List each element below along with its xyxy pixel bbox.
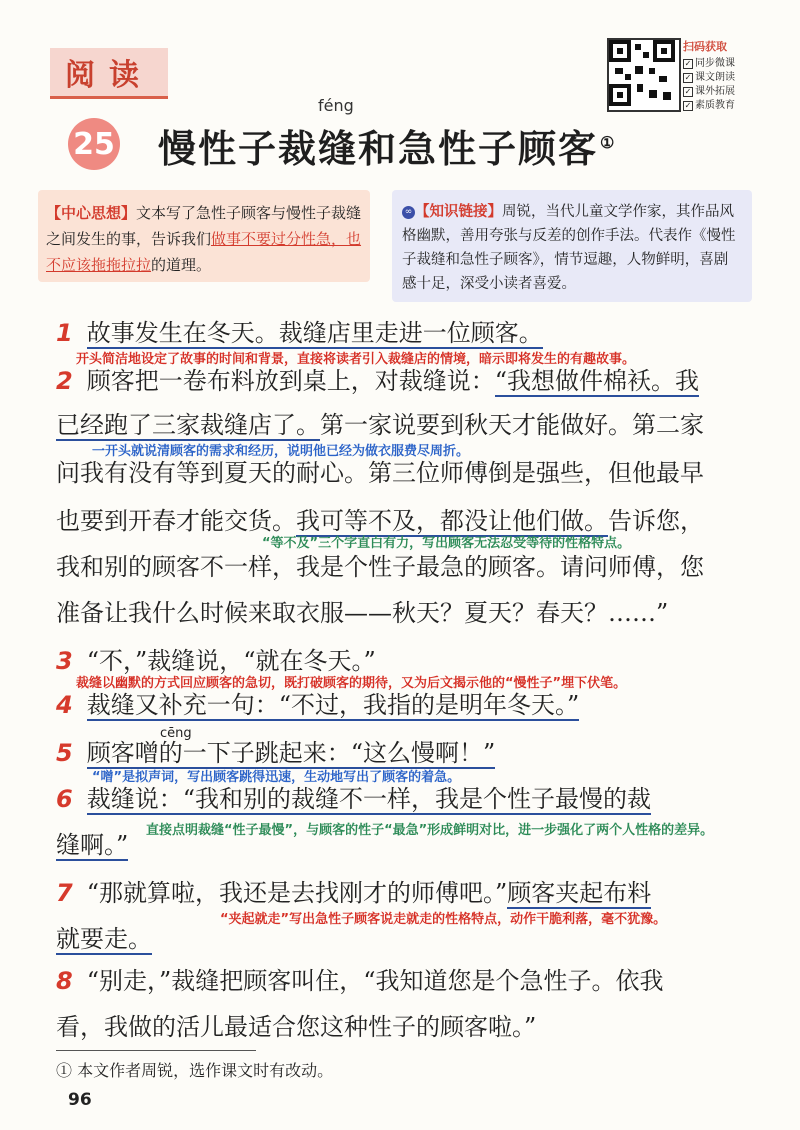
check-icon: ✓	[684, 101, 692, 110]
paragraph-text-underlined: 我可等不及，都没让他们做。	[296, 507, 608, 535]
qr-code-icon[interactable]	[607, 38, 681, 112]
paragraph-number: 3	[56, 647, 73, 675]
paragraph-text: 故事发生在冬天。裁缝店里走进一位顾客。	[86, 319, 543, 347]
paragraph-text-underlined: 裁缝说：“我和别的裁缝不一样，我是个性子最慢的裁	[86, 785, 651, 813]
lesson-number-badge: 25	[68, 118, 120, 170]
knowledge-link-box	[392, 190, 752, 302]
title-text: 慢性子裁缝和急性子顾客	[158, 126, 599, 171]
paragraph-text-underlined: “我想做件棉袄。我	[494, 367, 699, 395]
paragraph-1	[56, 318, 543, 348]
paragraph-text-underlined: 顾客噌的一下子跳起来：“这么慢啊！”	[86, 739, 496, 767]
paragraph-text: 顾客把一卷布料放到桌上，对裁缝说：	[86, 367, 495, 395]
paragraph-5	[56, 738, 495, 768]
page-number: 96	[68, 1090, 92, 1110]
annotation-note: 开头简洁地设定了故事的时间和背景，直接将读者引入裁缝店的情境，暗示即将发生的有趣故事。	[76, 352, 636, 367]
paragraph-text: 告诉您，	[608, 507, 704, 535]
paragraph-6-line	[56, 784, 651, 814]
paragraph-8-line: 看，我做的活儿最适合您这种性子的顾客啦。”	[56, 1013, 537, 1041]
check-icon: ✓	[684, 87, 692, 96]
qr-item-label: 同步微课	[695, 58, 735, 69]
knowledge-link-tag: 【知识链接】	[415, 203, 502, 220]
paragraph-number: 5	[56, 739, 73, 767]
central-idea-text-end: 的道理。	[151, 256, 212, 274]
paragraph-number: 8	[56, 967, 73, 995]
paragraph-text: “不，”裁缝说，“就在冬天。”	[86, 647, 376, 675]
paragraph-text: “别走，”裁缝把顾客叫住，“我知道您是个急性子。依我	[86, 967, 664, 995]
knowledge-link-text: 周锐，当代儿童文学作家，其作品风格幽默，善用夸张与反差的创作手法。代表作《慢性子裁缝和急性子顾客》，情节逗趣，人物鲜明，喜剧感十足，深受小读者喜爱。	[402, 204, 736, 292]
paragraph-text: 也要到开春才能交货。	[56, 507, 296, 535]
qr-panel	[683, 38, 743, 113]
footnote-divider	[56, 1050, 256, 1051]
paragraph-number: 6	[56, 785, 73, 813]
paragraph-6-line	[56, 830, 128, 860]
paragraph-text-underlined: 顾客夹起布料	[507, 879, 652, 907]
qr-item	[683, 85, 743, 99]
qr-panel-title: 扫码获取	[683, 40, 727, 53]
check-icon: ✓	[684, 73, 692, 82]
paragraph-number: 1	[56, 319, 73, 347]
paragraph-7-line	[56, 924, 152, 954]
central-idea-text: 文本写了急性子顾客与慢性子裁缝之间发生的事，告诉我们	[46, 204, 362, 248]
central-idea-highlight: 做事不要过分性急，也不应该拖拖拉拉	[46, 230, 362, 274]
paragraph-number: 7	[56, 879, 73, 907]
paragraph-2-line: 准备让我什么时候来取衣服——秋天？夏天？春天？……”	[56, 599, 669, 627]
annotation-note: “夹起就走”写出急性子顾客说走就走的性格特点，动作干脆利落，毫不犹豫。	[220, 912, 667, 927]
central-idea-box	[38, 190, 370, 282]
qr-item-label: 课外拓展	[695, 86, 735, 97]
qr-item	[683, 71, 743, 85]
paragraph-2-line: 我和别的顾客不一样，我是个性子最急的顾客。请问师傅，您	[56, 553, 704, 581]
annotation-note: “噌”是拟声词，写出顾客跳得迅速，生动地写出了顾客的着急。	[92, 770, 461, 785]
annotation-note: 裁缝以幽默的方式回应顾客的急切，既打破顾客的期待，又为后文揭示他的“慢性子”埋下伏笔。	[76, 676, 627, 691]
qr-item-label: 素质教育	[695, 100, 735, 111]
paragraph-text-underlined: 已经跑了三家裁缝店了。	[56, 411, 320, 439]
paragraph-4	[56, 690, 579, 720]
paragraph-text-underlined: 缝啊。”	[56, 831, 129, 859]
check-icon: ✓	[684, 59, 692, 68]
central-idea-tag: 【中心思想】	[46, 204, 137, 222]
paragraph-text-underlined: 就要走。	[56, 925, 152, 953]
paragraph-number: 4	[56, 691, 73, 719]
qr-item	[683, 99, 743, 113]
paragraph-8-line	[56, 966, 664, 996]
annotation-note: 一开头就说清顾客的需求和经历，说明他已经为做衣服费尽周折。	[92, 444, 470, 459]
pinyin-ceng: cēng	[160, 726, 192, 741]
qr-item-label: 课文朗读	[695, 72, 735, 83]
qr-item	[683, 57, 743, 71]
section-tab: 阅读	[50, 48, 168, 99]
paragraph-7-line	[56, 878, 651, 908]
annotation-note: “等不及”三个字直白有力，写出顾客无法忍受等待的性格特点。	[262, 536, 631, 551]
paragraph-text: “那就算啦，我还是去找刚才的师傅吧。”	[86, 879, 508, 907]
page-title	[158, 118, 616, 173]
paragraph-2-line	[56, 366, 699, 396]
paragraph-text-underlined: 裁缝又补充一句：“不过，我指的是明年冬天。”	[86, 691, 580, 719]
paragraph-number: 2	[56, 367, 73, 395]
footnote: ① 本文作者周锐，选作课文时有改动。	[56, 1061, 334, 1080]
paragraph-text: 第一家说要到秋天才能做好。第二家	[320, 411, 704, 439]
link-icon: ∞	[402, 206, 415, 219]
title-footnote-mark: ①	[600, 133, 617, 153]
paragraph-2-line	[56, 410, 704, 440]
paragraph-2-line: 问我有没有等到夏天的耐心。第三位师傅倒是强些，但他最早	[56, 459, 704, 487]
annotation-note: 直接点明裁缝“性子最慢”，与顾客的性子“最急”形成鲜明对比，进一步强化了两个人性格的差异。	[146, 823, 714, 838]
title-pinyin: féng	[318, 96, 354, 115]
